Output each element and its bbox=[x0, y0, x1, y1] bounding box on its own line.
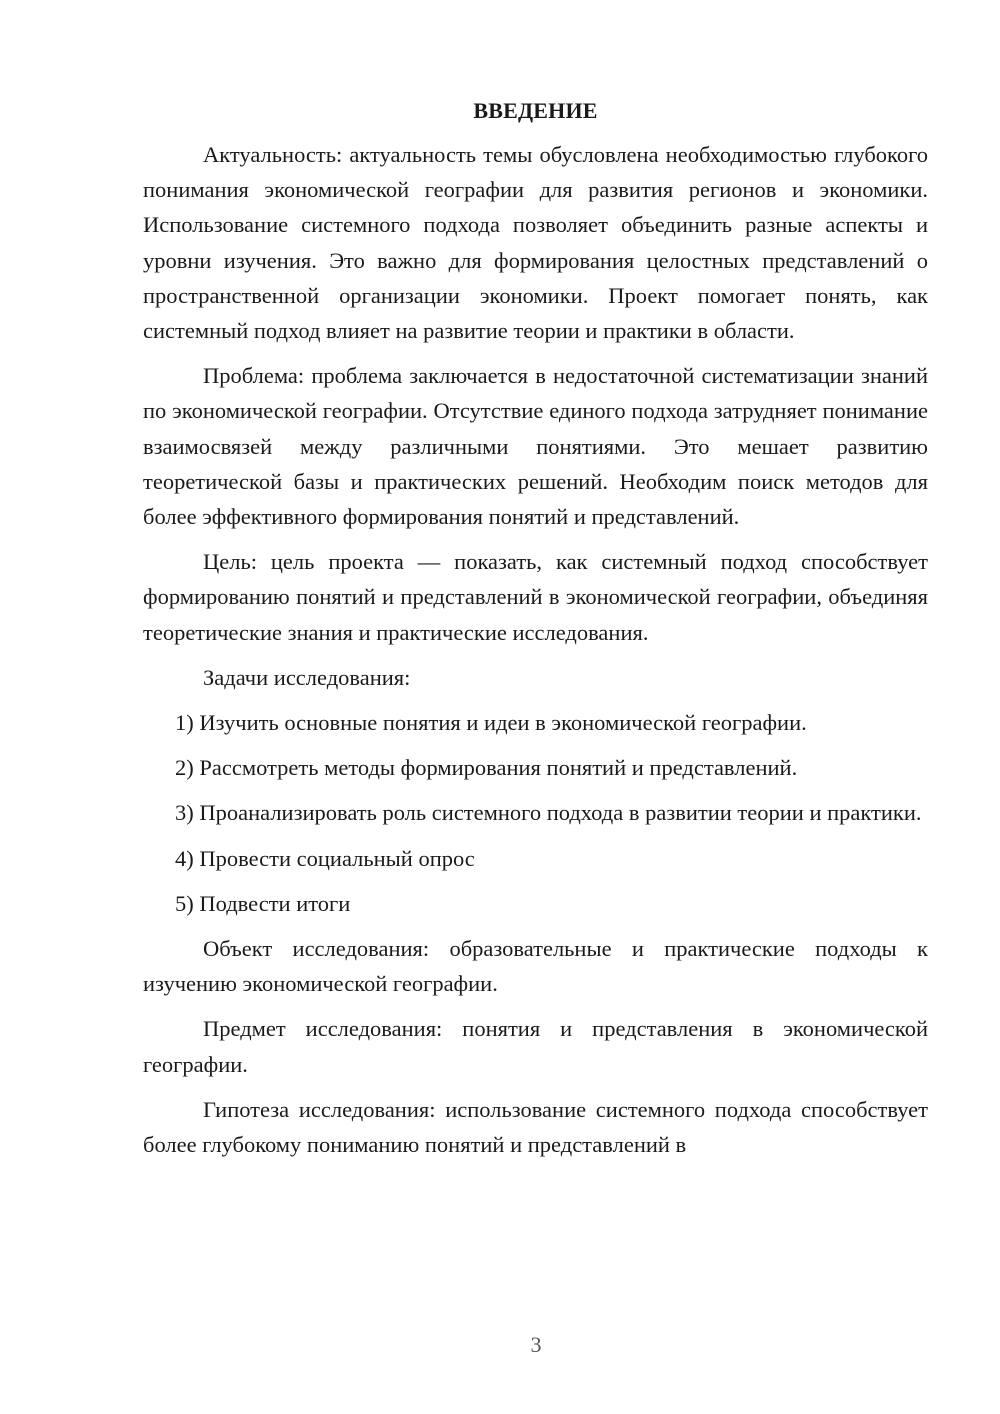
page-title: ВВЕДЕНИЕ bbox=[473, 98, 598, 123]
task-item-5: 5) Подвести итоги bbox=[175, 890, 351, 916]
paragraph-hypothesis: Гипотеза исследования: использование системного подхода способствует более глубокому пониманию понятий и представлений в bbox=[143, 1096, 928, 1158]
paragraph-relevance: Актуальность: актуальность темы обусловлена необходимостью глубокого понимания экономической географии для развития регионов и экономики. Использование системного подхода позволяет объединить разные аспекты и уровни изучения. Это важно для формирования целостных представлений о пространственной организации экономики. Проект помогает понять, как системный подход влияет на развитие теории и практики в области. bbox=[143, 142, 928, 344]
page-number: 3 bbox=[530, 1332, 542, 1357]
task-item-1: 1) Изучить основные понятия и идеи в экономической географии. bbox=[175, 710, 807, 736]
task-item-3: 3) Проанализировать роль системного подхода в развитии теории и практики. bbox=[175, 800, 922, 826]
task-item-4: 4) Провести социальный опрос bbox=[175, 845, 475, 871]
paragraph-problem: Проблема: проблема заключается в недостаточной систематизации знаний по экономической географии. Отсутствие единого подхода затрудняет понимание взаимосвязей между различными понятиями. Это мешает развитию теоретической базы и практических решений. Необходим поиск методов для более эффективного формирования понятий и представлений. bbox=[143, 363, 928, 530]
paragraph-goal: Цель: цель проекта — показать, как системный подход способствует формированию понятий и представлений в экономической географии, объединяя теоретические знания и практические исследования. bbox=[143, 549, 928, 645]
page-content bbox=[143, 95, 928, 1162]
paragraph-subject: Предмет исследования: понятия и представления в экономической географии. bbox=[143, 1016, 928, 1077]
paragraph-object: Объект исследования: образовательные и практические подходы к изучению экономической географии. bbox=[143, 936, 928, 997]
tasks-heading: Задачи исследования: bbox=[203, 664, 411, 690]
task-item-2: 2) Рассмотреть методы формирования понятий и представлений. bbox=[175, 755, 798, 781]
